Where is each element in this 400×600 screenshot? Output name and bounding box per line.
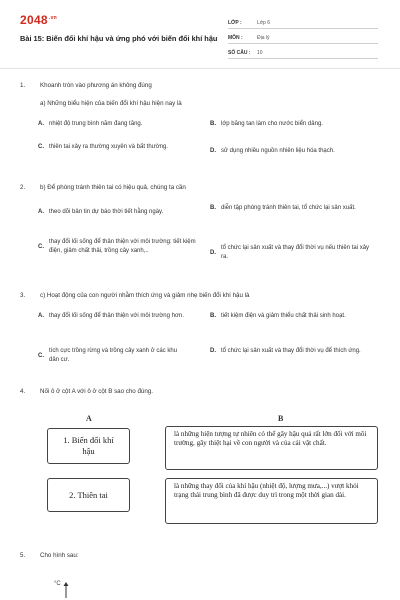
question-text: c) Hoạt động của con người nhằm thích ứng và giảm nhẹ biến đổi khí hậu là [40,292,250,299]
match-box-b2[interactable] [165,478,378,524]
option-text: thay đổi lối sống để thân thiện với môi trường: tiết kiệm điện, giảm chất thải, trồng cây xanh,.. [49,239,196,254]
question-2 [20,184,385,191]
option-letter: B. [210,313,216,319]
option-b[interactable] [210,120,380,129]
option-letter: D. [210,148,216,154]
option-d[interactable] [210,244,382,262]
meta-info [228,14,378,59]
option-letter: B. [210,205,216,211]
meta-row-count [228,44,378,59]
option-text: nhiệt độ trung bình năm đang tăng. [49,121,143,127]
meta-row-class [228,14,378,29]
option-a[interactable] [38,208,218,217]
option-letter: A. [38,121,44,127]
option-d[interactable] [210,147,382,156]
question-subtext: a) Những biểu hiện của biến đổi khí hậu hiện nay là [40,100,182,107]
option-text: diễn tập phòng tránh thiên tai, tổ chức lại sản xuất. [221,205,356,211]
header-divider [0,68,400,69]
figure-axis-unit: °C [54,581,61,587]
page-header [0,0,400,64]
meta-label: MÔN : [228,35,243,41]
option-letter: C. [38,243,44,250]
meta-value: Lớp 6 [257,20,271,26]
meta-label: SỐ CÂU : [228,50,251,56]
option-text: tổ chức lại sản xuất và thay đổi thời vụ để thích ứng. [221,348,361,354]
question-number: 2. [20,184,26,191]
option-text: theo dõi bản tin dự báo thời tiết hằng ngày. [49,209,164,215]
logo-text: 2048 [20,13,48,27]
question-4 [20,388,385,395]
option-letter: B. [210,121,216,127]
option-c[interactable] [38,347,203,365]
meta-value: 10 [257,50,263,56]
meta-label: LỚP : [228,20,242,26]
option-d[interactable] [210,347,382,356]
question-text: b) Để phòng tránh thiên tai có hiệu quả, chúng ta cần [40,184,186,191]
question-text: Cho hình sau: [40,552,79,559]
option-c[interactable] [38,238,210,256]
option-text: lớp băng tan làm cho nước biển dâng. [221,121,323,127]
meta-value: Địa lý [257,35,270,41]
option-a[interactable] [38,312,203,321]
question-number: 3. [20,292,26,299]
match-box-b1[interactable] [165,426,378,470]
option-letter: D. [210,249,216,256]
match-a1-text: 1. Biến đổi khí hậu [63,435,114,456]
question-5 [20,552,385,559]
option-b[interactable] [210,312,382,321]
question-3 [20,292,385,299]
question-1 [20,82,385,107]
figure-axis-arrow [63,582,69,598]
option-letter: A. [38,313,44,319]
logo-suffix: .vn [48,15,58,21]
match-b2-text: là những thay đổi của khí hậu (nhiệt độ, lượng mưa,...) vượt khỏi trạng thái trung bình đã được duy trì trong một thời gian dài. [174,482,359,500]
option-a[interactable] [38,120,198,129]
match-b1-text: là những hiện tượng tự nhiên có thể gây hậu quả rất lớn đối với môi trường, gây thiệt hại về con người và của cải vật chất. [174,430,367,448]
option-text: tích cực trồng rừng và trồng cây xanh ở các khu dân cư. [49,348,178,363]
lesson-title: Bài 15: Biến đổi khí hậu và ứng phó với biến đổi khí hậu [20,34,218,43]
meta-row-subject [228,29,378,44]
option-c[interactable] [38,143,198,152]
question-number: 4. [20,388,26,395]
match-box-a1[interactable] [47,428,130,464]
question-text: Nối ô ở cột A với ô ở cột B sao cho đúng. [40,388,153,395]
question-number: 1. [20,82,26,89]
question-text: Khoanh tròn vào phương án không đúng [40,82,152,89]
option-letter: A. [38,209,44,215]
option-text: thiên tai xảy ra thường xuyên và bất thường. [49,144,168,150]
site-logo[interactable] [20,13,57,27]
option-text: tiết kiệm điện và giảm thiểu chất thải sinh hoạt. [221,313,346,319]
option-text: sử dụng nhiều nguồn nhiên liệu hóa thạch. [221,148,335,154]
match-box-a2[interactable] [47,478,130,512]
question-number: 5. [20,552,26,559]
option-text: tổ chức lại sản xuất và thay đổi thời vụ nếu thiên tai xảy ra. [221,245,370,260]
option-letter: C. [38,352,44,359]
option-text: thay đổi lối sống để thân thiện với môi trường hơn. [49,313,184,319]
match-a2-text: 2. Thiên tai [69,489,108,500]
option-letter: D. [210,348,216,354]
option-letter: C. [38,144,44,150]
column-b-heading: B [278,414,284,423]
option-b[interactable] [210,204,382,213]
column-a-heading: A [86,414,92,423]
